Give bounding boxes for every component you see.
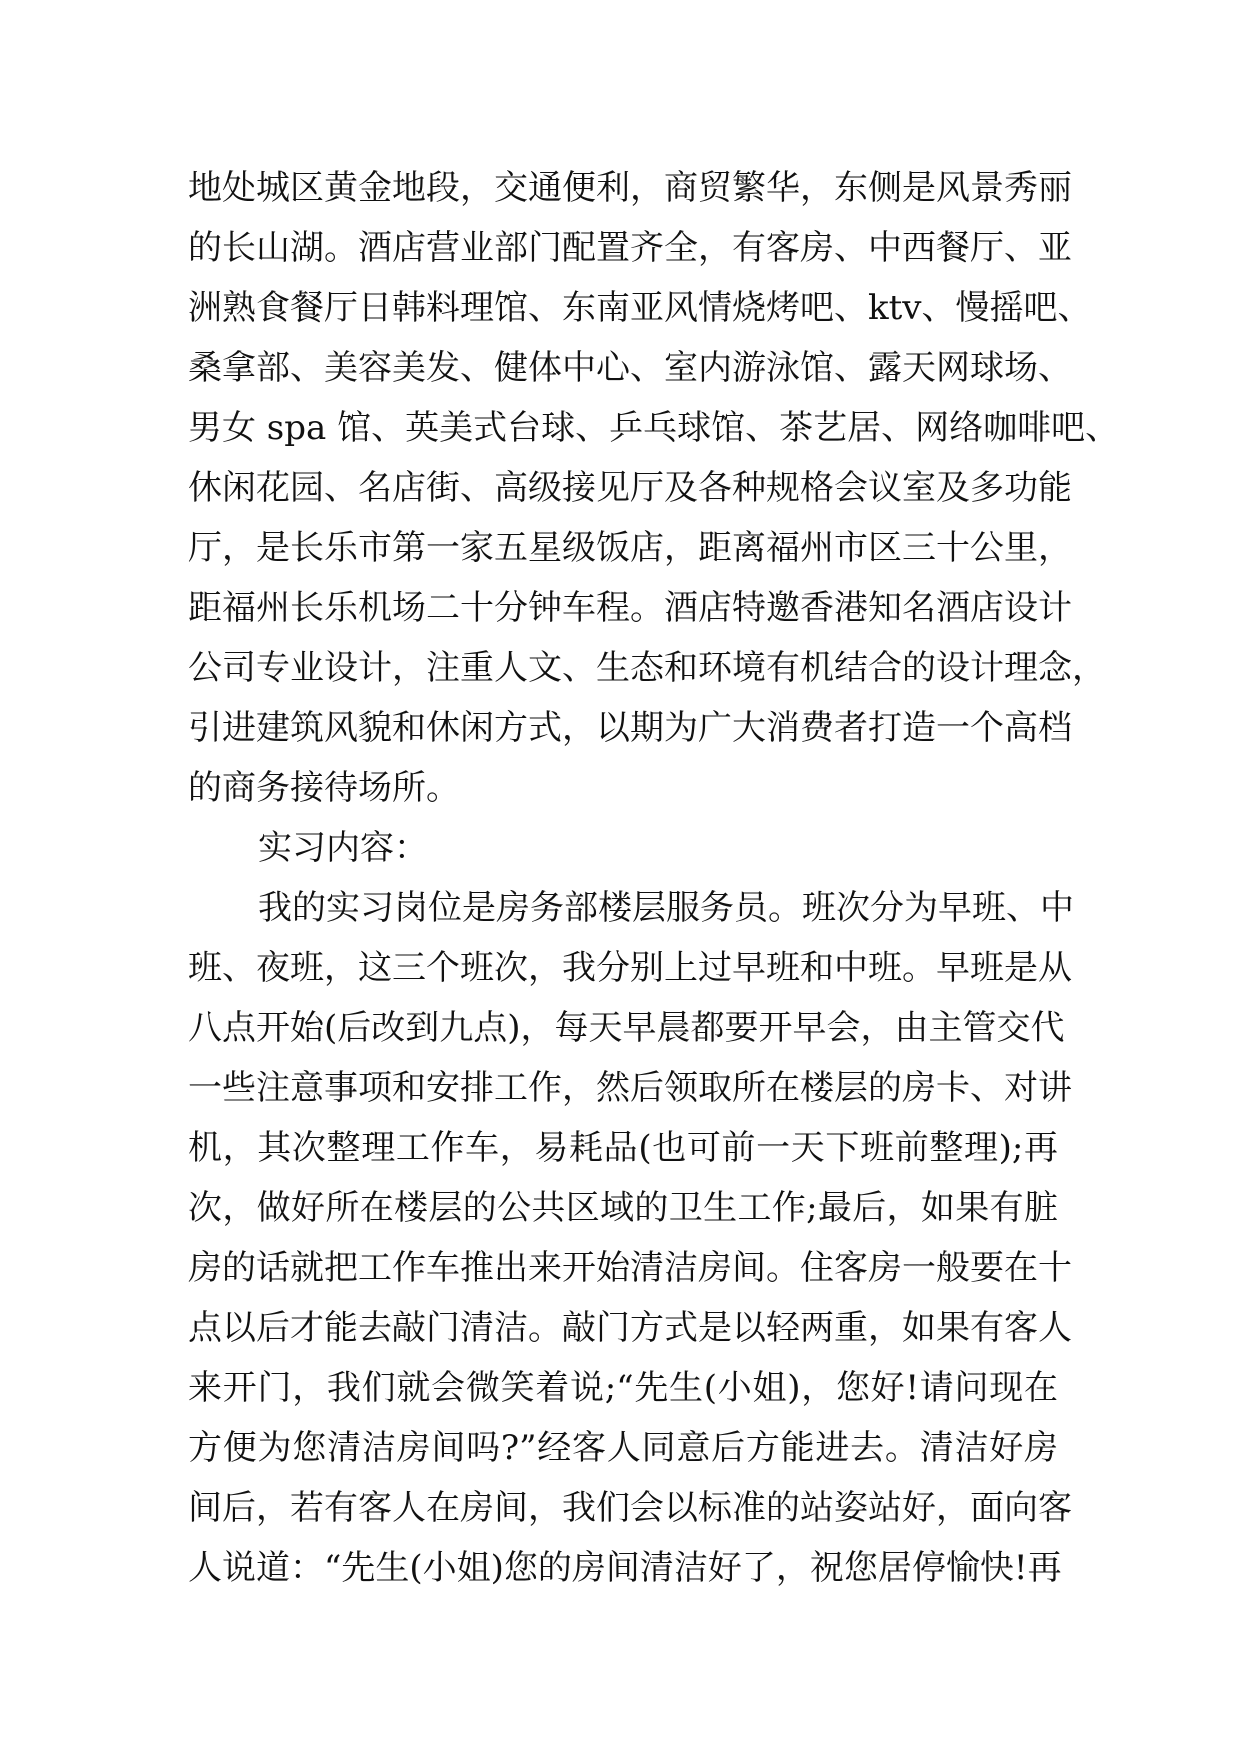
section-heading: 实习内容： — [258, 828, 428, 868]
text-line: 班、夜班，这三个班次，我分别上过早班和中班。早班是从 — [188, 948, 1072, 988]
text-line: 的商务接待场所。 — [188, 768, 460, 808]
text-line: 地处城区黄金地段，交通便利，商贸繁华，东侧是风景秀丽 — [188, 168, 1072, 208]
text-line: 男女 spa 馆、英美式台球、乒乓球馆、茶艺居、网络咖啡吧、 — [188, 408, 1120, 448]
text-line: 来开门，我们就会微笑着说;“先生(小姐)，您好!请问现在 — [188, 1368, 1058, 1408]
text-line: 人说道：“先生(小姐)您的房间清洁好了，祝您居停愉快!再 — [188, 1548, 1062, 1588]
text-line: 一些注意事项和安排工作，然后领取所在楼层的房卡、对讲 — [188, 1068, 1072, 1108]
text-line: 的长山湖。酒店营业部门配置齐全，有客房、中西餐厅、亚 — [188, 228, 1072, 268]
text-line: 厅，是长乐市第一家五星级饭店，距离福州市区三十公里， — [188, 528, 1072, 568]
text-line: 休闲花园、名店街、高级接见厅及各种规格会议室及多功能 — [188, 468, 1072, 508]
text-line: 次，做好所在楼层的公共区域的卫生工作;最后，如果有脏 — [188, 1188, 1058, 1228]
text-line: 房的话就把工作车推出来开始清洁房间。住客房一般要在十 — [188, 1248, 1072, 1288]
text-line: 间后，若有客人在房间，我们会以标准的站姿站好，面向客 — [188, 1488, 1072, 1528]
text-line: 距福州长乐机场二十分钟车程。酒店特邀香港知名酒店设计 — [188, 588, 1072, 628]
text-line: 引进建筑风貌和休闲方式，以期为广大消费者打造一个高档 — [188, 708, 1072, 748]
text-line: 洲熟食餐厅日韩料理馆、东南亚风情烧烤吧、ktv、慢摇吧、 — [188, 288, 1092, 328]
text-line: 桑拿部、美容美发、健体中心、室内游泳馆、露天网球场、 — [188, 348, 1072, 388]
text-line: 八点开始(后改到九点)，每天早晨都要开早会，由主管交代 — [188, 1008, 1065, 1048]
text-line: 方便为您清洁房间吗?”经客人同意后方能进去。清洁好房 — [188, 1428, 1058, 1468]
body-text — [188, 158, 1120, 1598]
text-line: 公司专业设计，注重人文、生态和环境有机结合的设计理念， — [188, 648, 1106, 688]
text-line: 我的实习岗位是房务部楼层服务员。班次分为早班、中 — [258, 888, 1074, 928]
text-line: 机，其次整理工作车，易耗品(也可前一天下班前整理);再 — [188, 1128, 1058, 1168]
text-line: 点以后才能去敲门清洁。敲门方式是以轻两重，如果有客人 — [188, 1308, 1072, 1348]
